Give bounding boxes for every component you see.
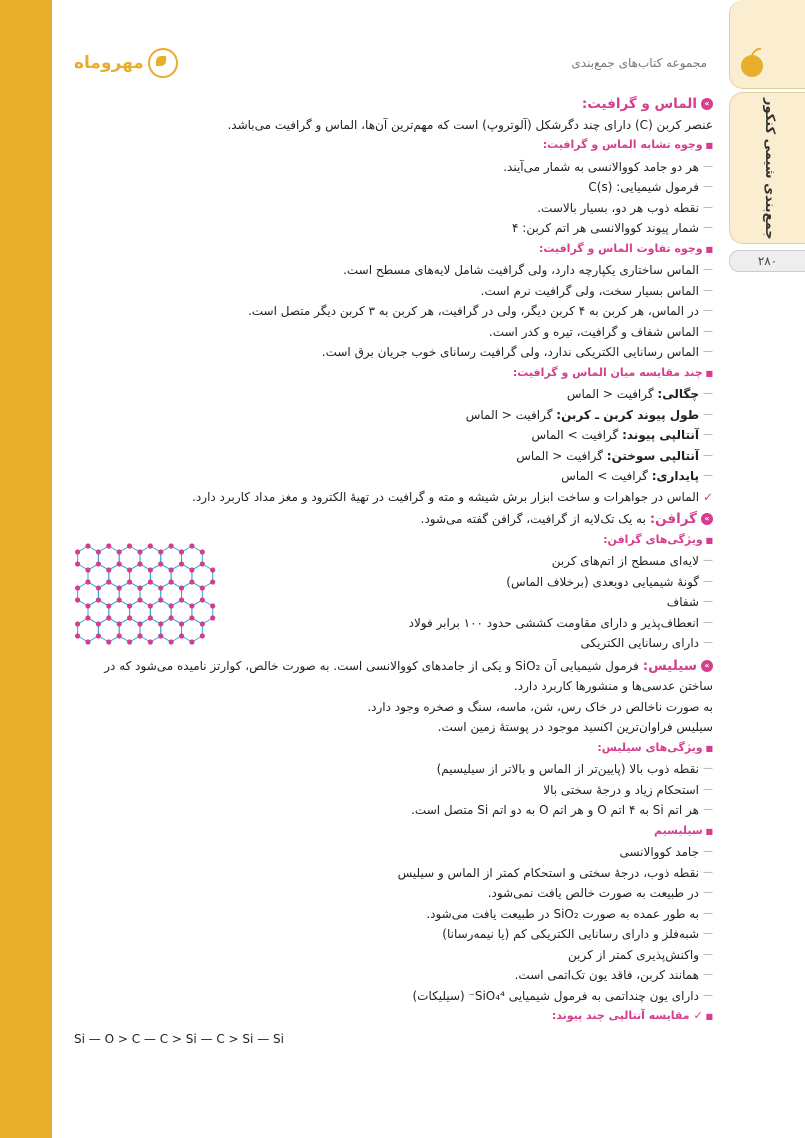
- carbon-atom: [189, 543, 194, 548]
- carbon-atom: [75, 597, 80, 602]
- carbon-atom: [96, 633, 101, 638]
- carbon-atom: [127, 579, 132, 584]
- carbon-atom: [117, 597, 122, 602]
- carbon-atom: [75, 561, 80, 566]
- carbon-atom: [106, 579, 111, 584]
- list-item: — شفاف: [73, 592, 713, 613]
- carbon-atom: [158, 621, 163, 626]
- section-title: »الماس و گرافیت:: [73, 94, 713, 115]
- list-item: — دارای یون چنداتمی به فرمول شیمیایی SiO₄⁴⁻ (سیلیکات): [73, 986, 713, 1007]
- carbon-atom: [137, 549, 142, 554]
- subsection-title: ■ چند مقایسه میان الماس و گرافیت:: [73, 363, 713, 385]
- carbon-atom: [179, 597, 184, 602]
- list-item: — همانند کربن، فاقد یون تک‌اتمی است.: [73, 965, 713, 986]
- list-item: — نقطه ذوب بالا (پایین‌تر از الماس و بالاتر از سیلیسیم): [73, 759, 713, 780]
- list-item: — به طور عمده به صورت SiO₂ در طبیعت یافت می‌شود.: [73, 904, 713, 925]
- section-title: »گرافن: به یک تک‌لایه از گرافیت، گرافن گفته می‌شود.: [73, 509, 713, 530]
- carbon-atom: [96, 561, 101, 566]
- left-color-bar: [0, 0, 52, 1138]
- bullet-icon: »: [701, 98, 713, 110]
- subsection-title: ■ ویژگی‌های سیلیس:: [73, 738, 713, 760]
- list-item: — آنتالپی سوختن: گرافیت < الماس: [73, 446, 713, 467]
- carbon-atom: [117, 549, 122, 554]
- carbon-atom: [96, 597, 101, 602]
- carbon-atom: [169, 567, 174, 572]
- logo-mark-icon: [148, 48, 178, 78]
- carbon-atom: [137, 633, 142, 638]
- carbon-atom: [200, 561, 205, 566]
- carbon-atom: [158, 549, 163, 554]
- list-item: — نقطه ذوب، درجهٔ سختی و استحکام کمتر از الماس و سیلیس: [73, 863, 713, 884]
- carbon-atom: [158, 561, 163, 566]
- subsection-title: ■ وجوه تشابه الماس و گرافیت:: [73, 135, 713, 157]
- list-item: — طول پیوند کربن ـ کربن: گرافیت < الماس: [73, 405, 713, 426]
- list-item: — گونهٔ شیمیایی دوبعدی (برخلاف الماس): [73, 572, 713, 593]
- carbon-atom: [169, 615, 174, 620]
- logo-text: مهروماه: [74, 53, 144, 73]
- carbon-atom: [106, 567, 111, 572]
- note: ✓ الماس در جواهرات و ساخت ابزار برش شیشه و مته و گرافیت در تهیهٔ الکترود و مغز مداد کاربرد دارد.: [192, 489, 713, 504]
- apple-tab: [729, 0, 805, 89]
- carbon-atom: [127, 639, 132, 644]
- list-item: — هر اتم Si به ۴ اتم O و هر اتم O به دو اتم Si متصل است.: [73, 800, 713, 821]
- carbon-atom: [189, 615, 194, 620]
- carbon-atom: [179, 621, 184, 626]
- subsection-title: ■ ویژگی‌های گرافن:: [73, 530, 713, 552]
- carbon-atom: [117, 585, 122, 590]
- list-item: — دارای رسانایی الکتریکی: [73, 633, 713, 654]
- list-item: — در طبیعت به صورت خالص یافت نمی‌شود.: [73, 883, 713, 904]
- apple-icon: [730, 0, 805, 88]
- carbon-atom: [96, 621, 101, 626]
- carbon-atom: [117, 633, 122, 638]
- carbon-atom: [179, 585, 184, 590]
- carbon-atom: [169, 603, 174, 608]
- carbon-atom: [148, 579, 153, 584]
- carbon-atom: [210, 603, 215, 608]
- list-item: — فرمول شیمیایی: C(s): [73, 177, 713, 198]
- carbon-atom: [148, 603, 153, 608]
- carbon-atom: [106, 615, 111, 620]
- list-item: — الماس شفاف و گرافیت، تیره و کدر است.: [73, 322, 713, 343]
- carbon-atom: [210, 579, 215, 584]
- paragraph: به صورت ناخالص در خاک رس، شن، ماسه، سنگ و صخره وجود دارد.: [367, 699, 713, 714]
- carbon-atom: [75, 549, 80, 554]
- carbon-atom: [127, 567, 132, 572]
- list-item: — نقطه ذوب هر دو، بسیار بالاست.: [73, 198, 713, 219]
- carbon-atom: [85, 579, 90, 584]
- carbon-atom: [148, 615, 153, 620]
- carbon-atom: [117, 561, 122, 566]
- section-title: »سیلیس: فرمول شیمیایی آن SiO₂ و یکی از جامدهای کووالانسی است. به صورت خالص، کوارتز نامیده می‌شود که در ساختن عدسی‌ها و منشورها کاربرد دارد.: [104, 657, 713, 693]
- carbon-atom: [106, 543, 111, 548]
- carbon-atom: [179, 633, 184, 638]
- carbon-atom: [169, 579, 174, 584]
- carbon-atom: [200, 597, 205, 602]
- carbon-atom: [200, 621, 205, 626]
- carbon-atom: [75, 585, 80, 590]
- carbon-atom: [189, 639, 194, 644]
- carbon-atom: [210, 615, 215, 620]
- carbon-atom: [179, 561, 184, 566]
- list-item: — الماس بسیار سخت، ولی گرافیت نرم است.: [73, 281, 713, 302]
- series-title: مجموعه کتاب‌های جمع‌بندی: [571, 56, 707, 70]
- carbon-atom: [200, 585, 205, 590]
- list-item: — واکنش‌پذیری کمتر از کربن: [73, 945, 713, 966]
- list-item: — الماس ساختاری یکپارچه دارد، ولی گرافیت شامل لایه‌های مسطح است.: [73, 260, 713, 281]
- paragraph: عنصر کربن (C) دارای چند دگرشکل (آلوتروپ) است که مهم‌ترین آن‌ها، الماس و گرافیت می‌باشد.: [227, 117, 713, 132]
- subsection-title: ■ ✓ مقایسه آنتالپی چند پیوند:: [73, 1006, 713, 1028]
- list-item: — چگالی: گرافیت < الماس: [73, 384, 713, 405]
- list-item: — شمار پیوند کووالانسی هر اتم کربن: ۴: [73, 218, 713, 239]
- carbon-atom: [106, 603, 111, 608]
- list-item: — استحکام زیاد و درجهٔ سختی بالا: [73, 780, 713, 801]
- carbon-atom: [96, 585, 101, 590]
- carbon-atom: [179, 549, 184, 554]
- enthalpy-comparison: Si — O > C — C > Si — C > Si — Si: [74, 1032, 284, 1046]
- list-item: — هر دو جامد کووالانسی به شمار می‌آیند.: [73, 157, 713, 178]
- carbon-atom: [189, 579, 194, 584]
- carbon-atom: [117, 621, 122, 626]
- carbon-atom: [85, 615, 90, 620]
- carbon-atom: [200, 549, 205, 554]
- carbon-atom: [148, 543, 153, 548]
- carbon-atom: [75, 633, 80, 638]
- list-item: — جامد کووالانسی: [73, 842, 713, 863]
- carbon-atom: [137, 585, 142, 590]
- carbon-atom: [85, 543, 90, 548]
- carbon-atom: [85, 639, 90, 644]
- carbon-atom: [137, 561, 142, 566]
- subsection-title: ■ سیلیسیم: [73, 821, 713, 843]
- carbon-atom: [85, 603, 90, 608]
- check-icon: ✓: [689, 1009, 703, 1022]
- carbon-atom: [200, 633, 205, 638]
- graphene-lattice-figure: [72, 540, 262, 665]
- check-icon: ✓: [699, 489, 713, 504]
- carbon-atom: [189, 567, 194, 572]
- bullet-icon: »: [701, 513, 713, 525]
- carbon-atom: [75, 621, 80, 626]
- carbon-atom: [169, 543, 174, 548]
- carbon-atom: [127, 615, 132, 620]
- publisher-logo: [74, 48, 178, 78]
- page-number: ۲۸۰: [729, 250, 805, 272]
- carbon-atom: [137, 621, 142, 626]
- list-item: — در الماس، هر کربن به ۴ کربن دیگر، ولی در گرافیت، هر کربن به ۳ کربن دیگر متصل است.: [73, 301, 713, 322]
- chapter-tab-title: جمع‌بندی شیمی کنکور: [762, 98, 777, 240]
- carbon-atom: [210, 567, 215, 572]
- subsection-title: ■ وجوه تفاوت الماس و گرافیت:: [73, 239, 713, 261]
- carbon-atom: [148, 567, 153, 572]
- list-item: — لایه‌ای مسطح از اتم‌های کربن: [73, 551, 713, 572]
- paragraph: سیلیس فراوان‌ترین اکسید موجود در پوستهٔ زمین است.: [437, 720, 713, 734]
- carbon-atom: [158, 585, 163, 590]
- list-item: — الماس رسانایی الکتریکی ندارد، ولی گرافیت رسانای خوب جریان برق است.: [73, 342, 713, 363]
- carbon-atom: [158, 633, 163, 638]
- carbon-atom: [85, 567, 90, 572]
- list-item: — آنتالپی پیوند: گرافیت > الماس: [73, 425, 713, 446]
- carbon-atom: [106, 639, 111, 644]
- carbon-atom: [148, 639, 153, 644]
- carbon-atom: [137, 597, 142, 602]
- list-item: — پایداری: گرافیت > الماس: [73, 466, 713, 487]
- carbon-atom: [158, 597, 163, 602]
- carbon-atom: [189, 603, 194, 608]
- carbon-atom: [169, 639, 174, 644]
- carbon-atom: [96, 549, 101, 554]
- carbon-atom: [127, 603, 132, 608]
- list-item: — شبه‌فلز و دارای رسانایی الکتریکی کم (یا نیمه‌رسانا): [73, 924, 713, 945]
- list-item: — انعطاف‌پذیر و دارای مقاومت کششی حدود ۱۰۰ برابر فولاد: [73, 613, 713, 634]
- bullet-icon: »: [701, 660, 713, 672]
- carbon-atom: [127, 543, 132, 548]
